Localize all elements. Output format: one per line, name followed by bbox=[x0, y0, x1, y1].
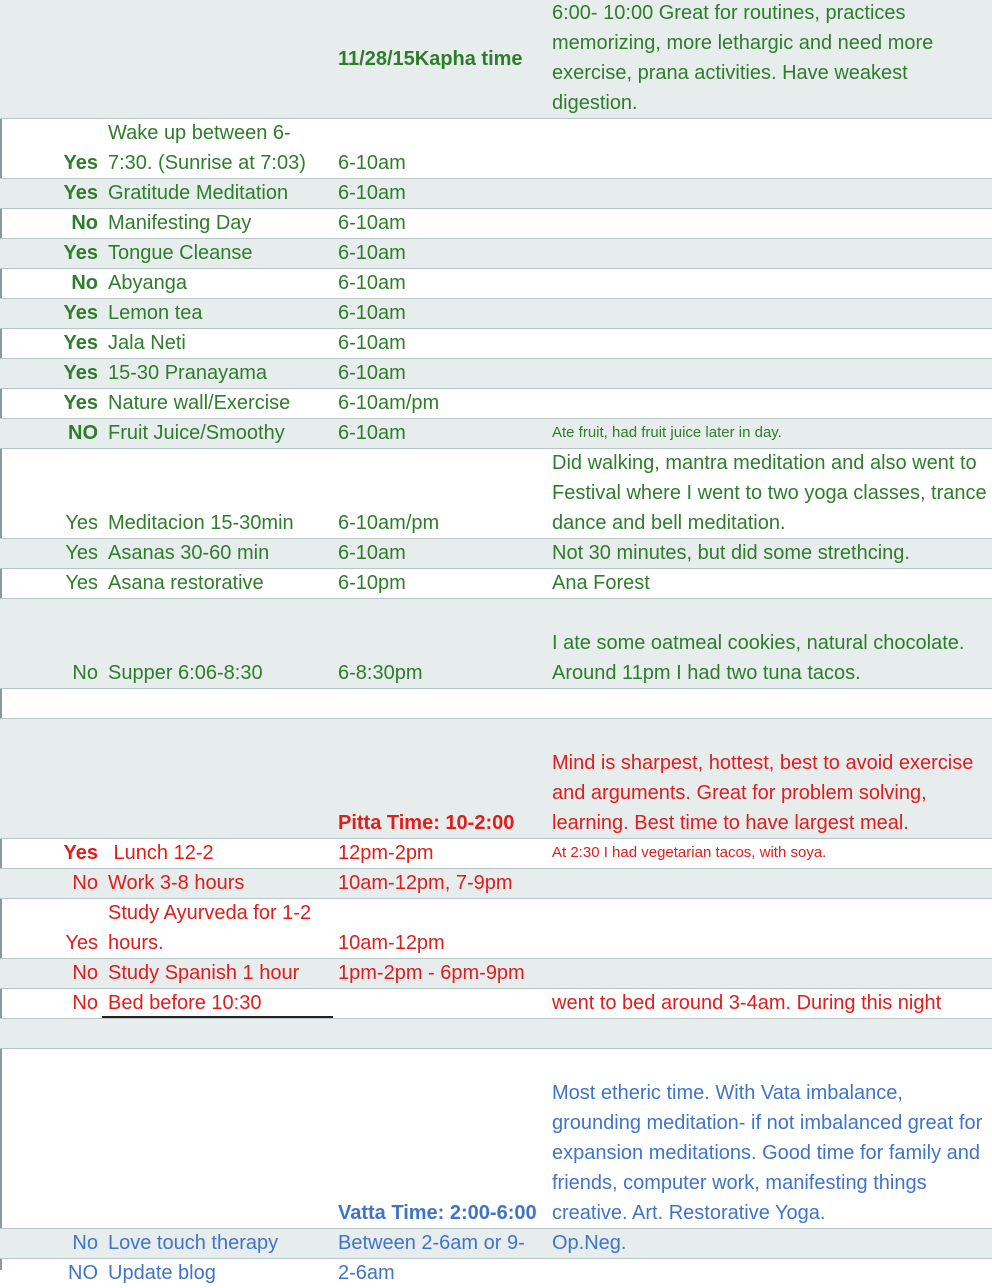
time-cell: 6-8:30pm bbox=[338, 662, 423, 684]
time-cell: 6-10pm bbox=[338, 572, 406, 594]
task-cell: Jala Neti bbox=[108, 332, 186, 354]
time-cell: 6-10am bbox=[338, 422, 406, 444]
task-cell: Supper 6:06-8:30 bbox=[108, 662, 263, 684]
task-cell: Manifesting Day bbox=[108, 212, 252, 234]
task-cell: Nature wall/Exercise bbox=[108, 392, 291, 414]
time-cell: 6-10am bbox=[338, 272, 406, 294]
time-cell: 12pm-2pm bbox=[338, 842, 434, 864]
time-cell: 6-10am bbox=[338, 332, 406, 354]
vatta-header-row[interactable] bbox=[0, 1048, 992, 1228]
time-cell: 6-10am/pm bbox=[338, 392, 440, 414]
kapha-time-label: Kapha time bbox=[414, 48, 523, 70]
table-row[interactable] bbox=[0, 238, 992, 268]
status-cell: Yes bbox=[65, 542, 98, 564]
task-cell: Wake up between 6-7:30. (Sunrise at 7:03) bbox=[108, 122, 306, 174]
status-cell: Yes bbox=[63, 182, 98, 204]
note-cell: Ana Forest bbox=[552, 572, 650, 594]
time-cell: 10am-12pm bbox=[338, 932, 445, 954]
kapha-header-note: 6:00- 10:00 Great for routines, practices memorizing, more lethargic and need more exercise, prana activities. Have weakest digestion. bbox=[552, 2, 934, 114]
task-cell: Abyanga bbox=[108, 272, 187, 294]
status-cell: Yes bbox=[63, 302, 98, 324]
note-cell: Not 30 minutes, but did some strethcing. bbox=[552, 542, 910, 564]
status-cell: No bbox=[72, 662, 98, 684]
status-cell: NO bbox=[68, 1262, 98, 1284]
pitta-time-label: Pitta Time: 10-2:00 bbox=[338, 812, 515, 834]
task-cell: Work 3-8 hours bbox=[108, 872, 245, 894]
pitta-header-note: Mind is sharpest, hottest, best to avoid exercise and arguments. Great for problem solving, learning. Best time to have largest meal. bbox=[552, 752, 974, 834]
table-row[interactable] bbox=[0, 838, 992, 868]
table-row[interactable] bbox=[0, 958, 992, 988]
task-cell: Bed before 10:30 bbox=[108, 992, 262, 1014]
vatta-header-note: Most etheric time. With Vata imbalance, grounding meditation- if not imbalanced great for expansion meditations. Good time for family and friends, computer work, manifesting things creative. Art. Restorative Yoga. bbox=[552, 1082, 983, 1224]
time-cell: Between 2-6am or 9- bbox=[338, 1232, 525, 1254]
vatta-time-label: Vatta Time: 2:00-6:00 bbox=[338, 1202, 537, 1224]
status-cell: Yes bbox=[65, 932, 98, 954]
table-row[interactable] bbox=[0, 208, 992, 238]
status-cell: No bbox=[71, 272, 98, 294]
task-cell: Study Ayurveda for 1-2 hours. bbox=[108, 902, 312, 954]
task-cell: 15-30 Pranayama bbox=[108, 362, 267, 384]
time-cell: 10am-12pm, 7-9pm bbox=[338, 872, 513, 894]
task-cell: Update blog bbox=[108, 1262, 216, 1284]
status-cell: Yes bbox=[63, 152, 98, 174]
table-row[interactable] bbox=[0, 268, 992, 298]
task-cell: Study Spanish 1 hour bbox=[108, 962, 300, 984]
note-cell: Ate fruit, had fruit juice later in day. bbox=[552, 424, 782, 441]
table-row[interactable] bbox=[0, 898, 992, 958]
table-row[interactable] bbox=[0, 418, 992, 448]
time-cell: 6-10am bbox=[338, 362, 406, 384]
table-row[interactable] bbox=[0, 328, 992, 358]
status-cell: No bbox=[72, 962, 98, 984]
status-cell: No bbox=[72, 992, 98, 1014]
task-cell: Asana restorative bbox=[108, 572, 264, 594]
status-cell: No bbox=[71, 212, 98, 234]
table-row[interactable] bbox=[0, 598, 992, 688]
pitta-header-row[interactable] bbox=[0, 718, 992, 838]
status-cell: Yes bbox=[63, 392, 98, 414]
status-cell: Yes bbox=[63, 242, 98, 264]
note-cell: At 2:30 I had vegetarian tacos, with soya. bbox=[552, 844, 827, 861]
note-cell: went to bed around 3-4am. During this night bbox=[552, 992, 942, 1014]
table-row[interactable] bbox=[0, 1228, 992, 1258]
task-cell: Lunch 12-2 bbox=[108, 842, 214, 864]
time-cell: 6-10am bbox=[338, 152, 406, 174]
table-row[interactable] bbox=[0, 1258, 992, 1288]
time-cell: 1pm-2pm - 6pm-9pm bbox=[338, 962, 525, 984]
table-row[interactable] bbox=[0, 178, 992, 208]
task-cell: Gratitude Meditation bbox=[108, 182, 289, 204]
status-cell: Yes bbox=[65, 512, 98, 534]
table-row[interactable] bbox=[0, 568, 992, 598]
table-row[interactable] bbox=[0, 448, 992, 538]
status-cell: Yes bbox=[63, 362, 98, 384]
time-cell: 6-10am bbox=[338, 242, 406, 264]
empty-row[interactable] bbox=[0, 1018, 992, 1048]
kapha-header-label bbox=[338, 44, 548, 74]
task-cell: Love touch therapy bbox=[108, 1232, 279, 1254]
note-cell: Op.Neg. bbox=[552, 1232, 627, 1254]
status-cell: Yes bbox=[65, 572, 98, 594]
status-cell: NO bbox=[68, 422, 98, 444]
table-row[interactable] bbox=[0, 538, 992, 568]
kapha-date: 11/28/15 bbox=[338, 48, 415, 70]
time-cell: 6-10am bbox=[338, 212, 406, 234]
task-cell: Meditacion 15-30min bbox=[108, 512, 294, 534]
table-row[interactable] bbox=[0, 988, 992, 1018]
status-cell: No bbox=[72, 1232, 98, 1254]
status-cell: Yes bbox=[63, 332, 98, 354]
time-cell: 6-10am bbox=[338, 182, 406, 204]
table-row[interactable] bbox=[0, 388, 992, 418]
table-row[interactable] bbox=[0, 868, 992, 898]
note-cell: I ate some oatmeal cookies, natural chocolate. Around 11pm I had two tuna tacos. bbox=[552, 632, 965, 684]
status-cell: Yes bbox=[63, 842, 98, 864]
status-cell: No bbox=[72, 872, 98, 894]
note-cell: Did walking, mantra meditation and also went to Festival where I went to two yoga classes, trance dance and bell meditation. bbox=[552, 452, 987, 534]
table-row[interactable] bbox=[0, 358, 992, 388]
time-cell: 6-10am bbox=[338, 542, 406, 564]
time-cell: 6-10am bbox=[338, 302, 406, 324]
kapha-header-row[interactable] bbox=[0, 0, 992, 118]
task-cell: Asanas 30-60 min bbox=[108, 542, 270, 564]
task-cell: Tongue Cleanse bbox=[108, 242, 253, 264]
time-cell: 2-6am bbox=[338, 1262, 395, 1284]
task-cell: Fruit Juice/Smoothy bbox=[108, 422, 285, 444]
table-row[interactable] bbox=[0, 118, 992, 178]
empty-row[interactable] bbox=[0, 688, 992, 718]
table-row[interactable] bbox=[0, 298, 992, 328]
task-cell: Lemon tea bbox=[108, 302, 203, 324]
time-cell: 6-10am/pm bbox=[338, 512, 440, 534]
